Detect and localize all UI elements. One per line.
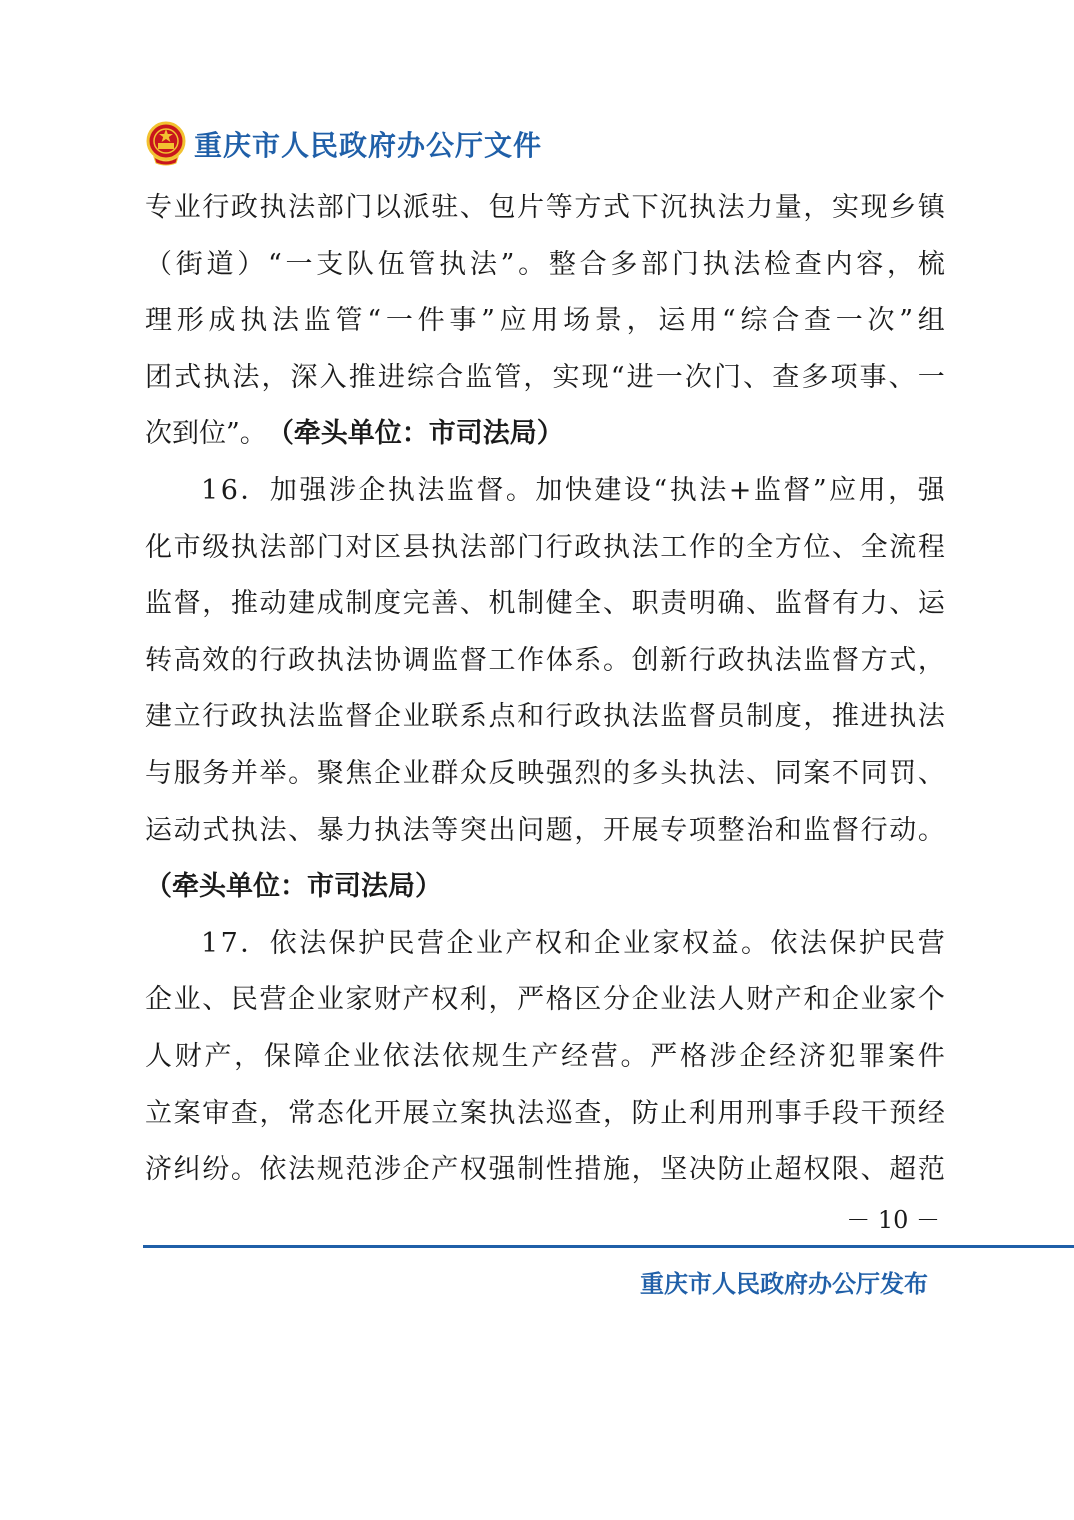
- header-title: 重庆市人民政府办公厅文件: [194, 129, 543, 162]
- national-emblem-icon: [146, 121, 186, 167]
- lead-unit-note: （牵头单位：市司法局）: [145, 871, 442, 903]
- text-line: 团 式 执 法 ， 深 入 推 进 综 合 监 管 ， 实 现 “ 进 一 次 门 、 查 多 项 事 、 一: [145, 361, 945, 393]
- page-number: － 10 －: [846, 1206, 940, 1234]
- document-body: [145, 180, 945, 1199]
- text-line: 理 形 成 执 法 监 管 “ 一 件 事 ” 应 用 场 景 ， 运 用 “ 综 合 查 一 次 ” 组: [145, 305, 945, 337]
- text-line: 建 立 行 政 执 法 监 督 企 业 联 系 点 和 行 政 执 法 监 督 员 制 度 ， 推 进 执 法: [145, 701, 945, 733]
- document-header: [146, 118, 542, 170]
- text-line: 企 业 、 民 营 企 业 家 财 产 权 利 ， 严 格 区 分 企 业 法 人 财 产 和 企 业 家 个: [145, 984, 945, 1016]
- text-line: 人 财 产 ， 保 障 企 业 依 法 依 规 生 产 经 营 。 严 格 涉 企 经 济 犯 罪 案 件: [145, 1040, 945, 1072]
- text-line: [145, 406, 945, 463]
- text-segment: 次到位”。: [145, 418, 267, 450]
- footer-divider: [143, 1245, 1074, 1248]
- text-line: 与 服 务 并 举 。 聚 焦 企 业 群 众 反 映 强 烈 的 多 头 执 法 、 同 案 不 同 罚 、: [145, 757, 945, 789]
- text-line: 化 市 级 执 法 部 门 对 区 县 执 法 部 门 行 政 执 法 工 作 的 全 方 位 、 全 流 程: [145, 531, 945, 563]
- footer-title: 重庆市人民政府办公厅发布: [640, 1270, 928, 1298]
- text-line: 监 督 ， 推 动 建 成 制 度 完 善 、 机 制 健 全 、 职 责 明 确 、 监 督 有 力 、 运: [145, 588, 945, 620]
- lead-unit-note: （牵头单位：市司法局）: [266, 418, 564, 450]
- text-line: 济 纠 纷 。 依 法 规 范 涉 企 产 权 强 制 性 措 施 ， 坚 决 防 止 超 权 限 、 超 范: [145, 1154, 945, 1186]
- text-line: 运 动 式 执 法 、 暴 力 执 法 等 突 出 问 题 ， 开 展 专 项 整 治 和 监 督 行 动 。: [145, 814, 945, 846]
- text-line: 立 案 审 查 ， 常 态 化 开 展 立 案 执 法 巡 查 ， 防 止 利 用 刑 事 手 段 干 预 经: [145, 1097, 945, 1129]
- item-17-heading-line: 1 7 ． 依 法 保 护 民 营 企 业 产 权 和 企 业 家 权 益 。 依 法 保 护 民 营: [201, 927, 945, 959]
- text-line: 专 业 行 政 执 法 部 门 以 派 驻 、 包 片 等 方 式 下 沉 执 法 力 量 ， 实 现 乡 镇: [145, 192, 945, 223]
- text-line: 转 高 效 的 行 政 执 法 协 调 监 督 工 作 体 系 。 创 新 行 政 执 法 监 督 方 式 ，: [145, 644, 945, 676]
- text-line: （ 街 道 ） “ 一 支 队 伍 管 执 法 ” 。 整 合 多 部 门 执 法 检 查 内 容 ， 梳: [145, 248, 945, 280]
- item-16-heading-line: 1 6 ． 加 强 涉 企 执 法 监 督 。 加 快 建 设 “ 执 法 + 监 督 ” 应 用 ， 强: [201, 474, 945, 506]
